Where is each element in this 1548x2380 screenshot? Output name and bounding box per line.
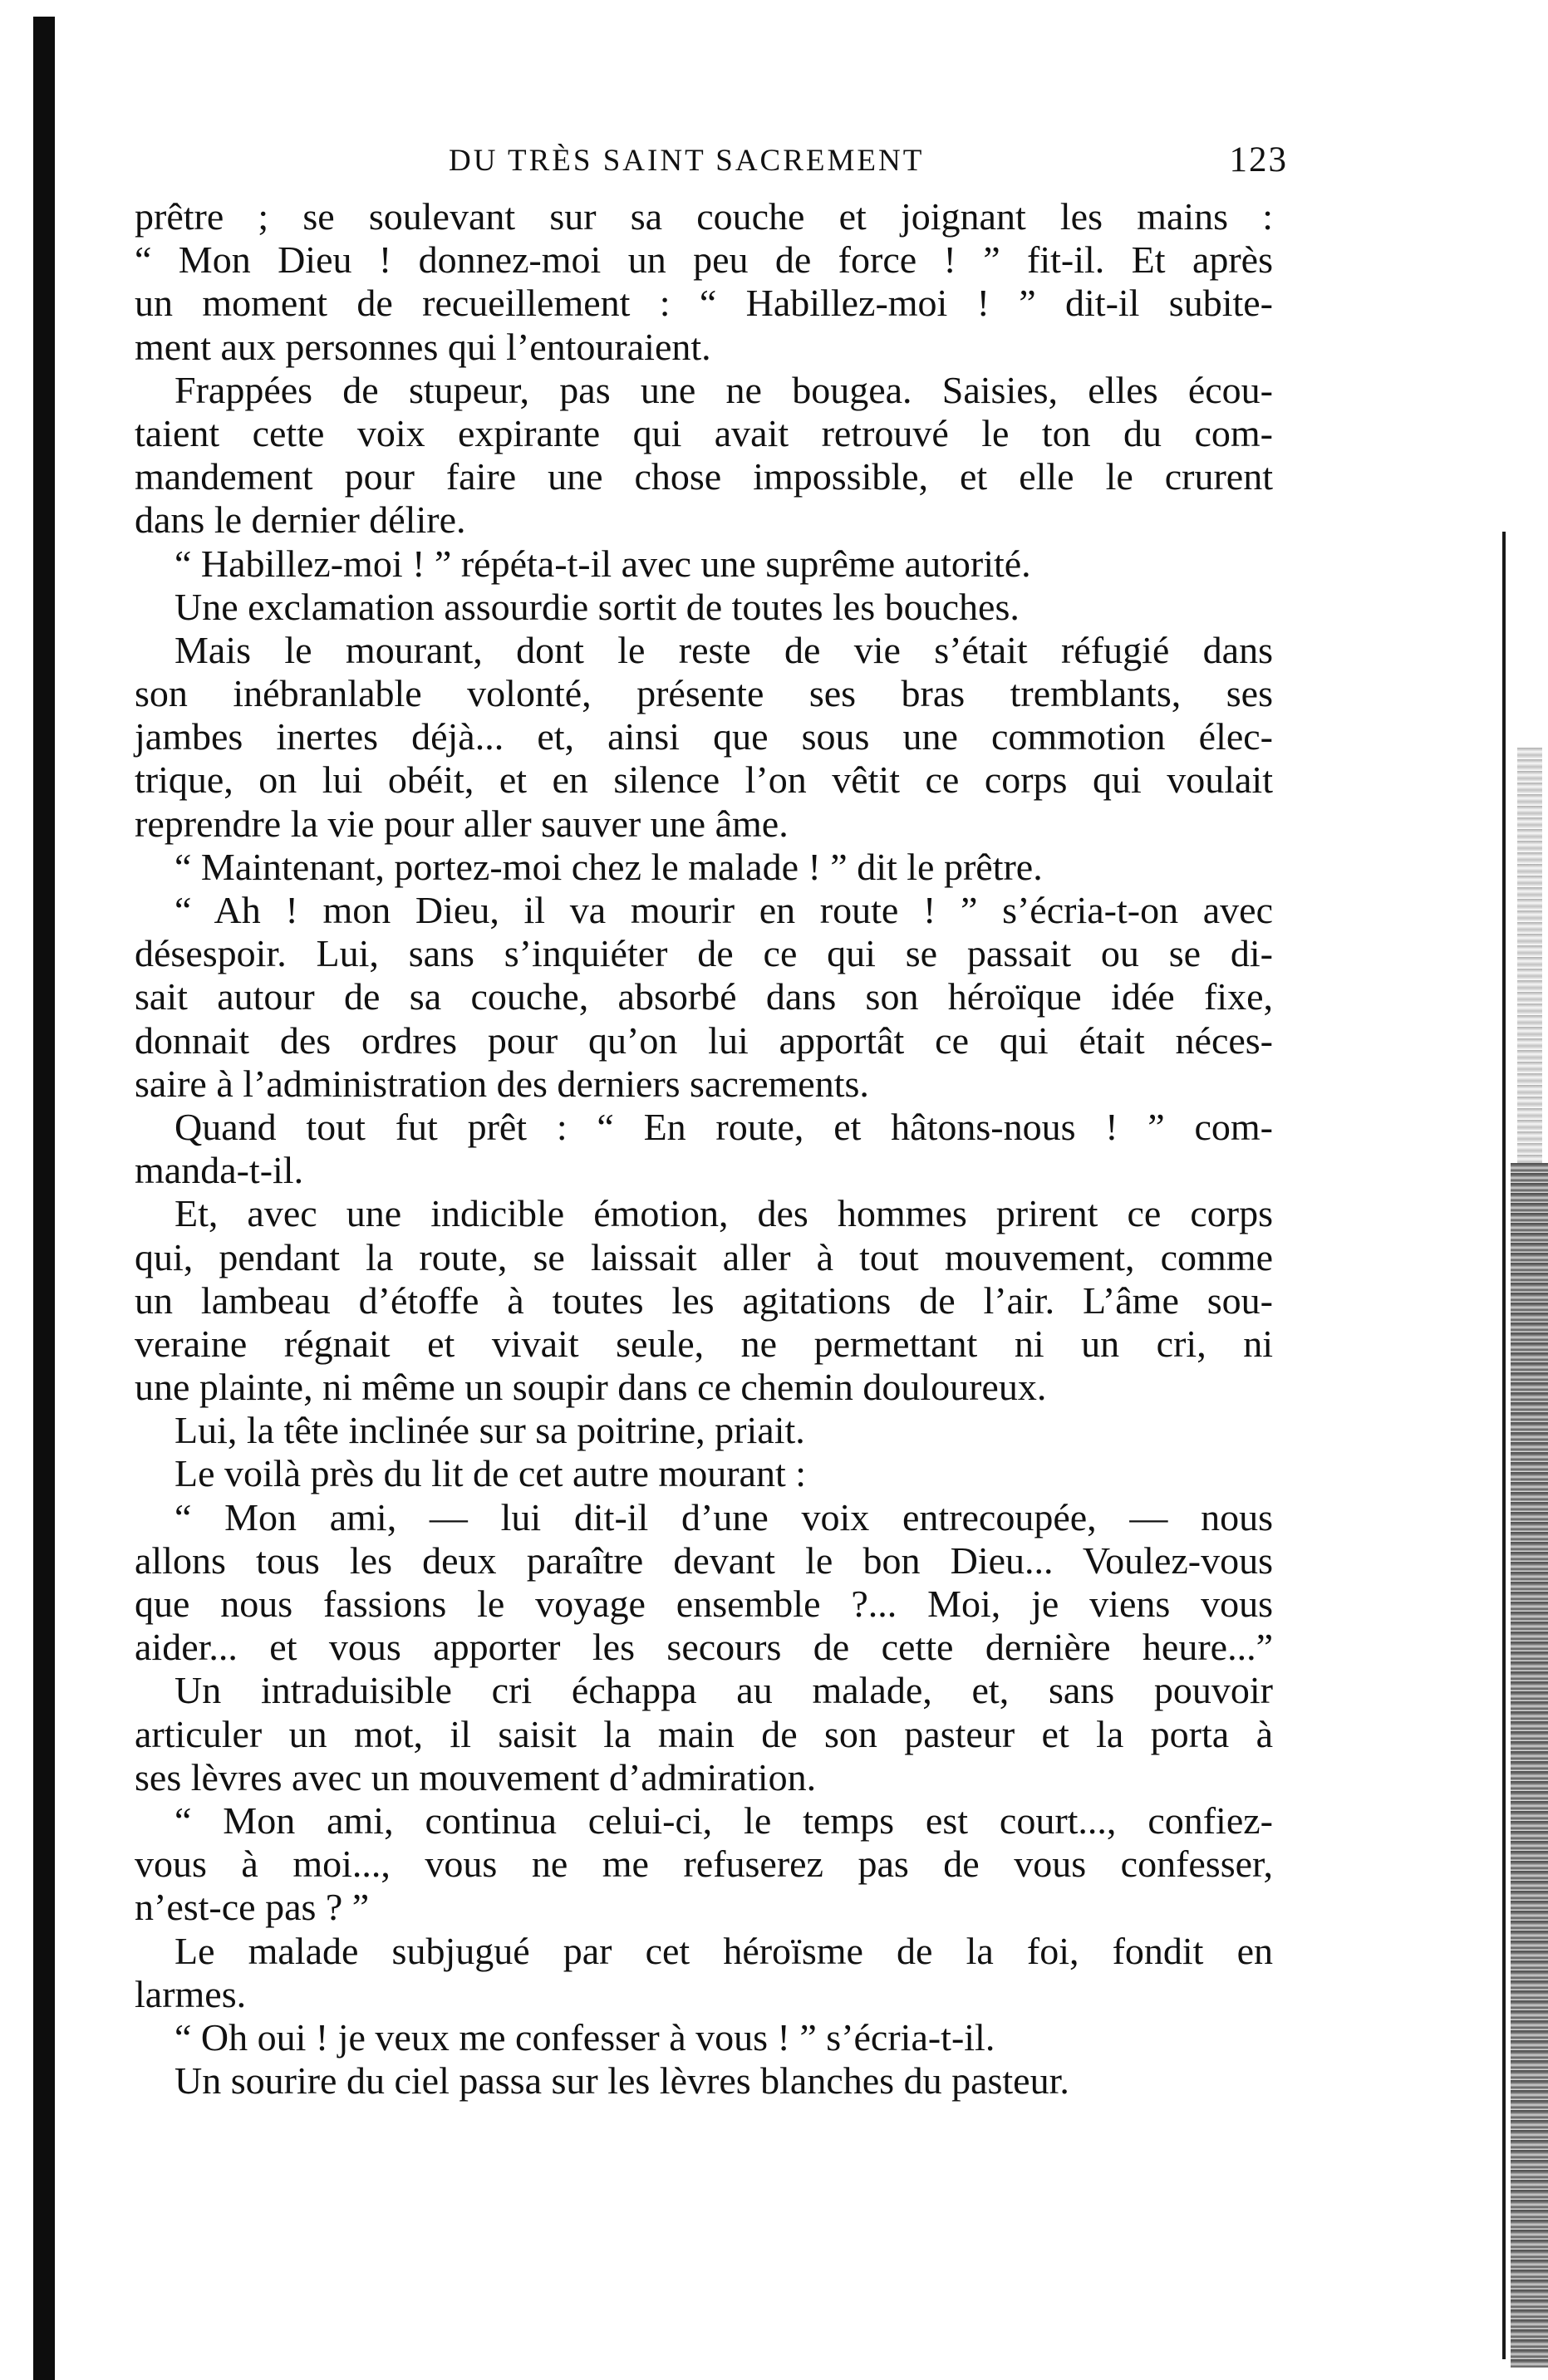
text-line: sait autour de sa couche, absorbé dans son héroïque idée fixe, bbox=[135, 975, 1273, 1018]
page-number: 123 bbox=[1229, 140, 1288, 179]
text-line: un moment de recueillement : “ Habillez-moi ! ” dit-il subite- bbox=[135, 282, 1273, 325]
running-head bbox=[449, 140, 1288, 184]
text-line: qui, pendant la route, se laissait aller à tout mouvement, comme bbox=[135, 1235, 1273, 1278]
text-line: “ Maintenant, portez-moi chez le malade ! ” dit le prêtre. bbox=[174, 845, 1043, 888]
text-line: Lui, la tête inclinée sur sa poitrine, priait. bbox=[174, 1409, 805, 1452]
text-line: donnait des ordres pour qu’on lui apportât ce qui était néces- bbox=[135, 1018, 1273, 1062]
running-title: DU TRÈS SAINT SACREMENT bbox=[449, 144, 925, 178]
text-line: larmes. bbox=[135, 1972, 247, 2015]
text-line: articuler un mot, il saisit la main de son pasteur et la porta à bbox=[135, 1712, 1273, 1755]
text-line: “ Ah ! mon Dieu, il va mourir en route ! ” s’écria-t-on avec bbox=[174, 889, 1273, 931]
text-line: manda-t-il. bbox=[135, 1149, 304, 1192]
text-line: Le malade subjugué par cet héroïsme de la foi, fondit en bbox=[174, 1929, 1273, 1972]
text-line: ment aux personnes qui l’entouraient. bbox=[135, 325, 711, 368]
text-line: jambes inertes déjà... et, ainsi que sous une commotion élec- bbox=[135, 715, 1273, 758]
text-line: Et, avec une indicible émotion, des hommes prirent ce corps bbox=[174, 1192, 1273, 1235]
text-line: vous à moi..., vous ne me refuserez pas de vous confesser, bbox=[135, 1843, 1273, 1886]
text-line: Un sourire du ciel passa sur les lèvres blanches du pasteur. bbox=[174, 2059, 1069, 2103]
text-line: trique, on lui obéit, et en silence l’on vêtit ce corps qui voulait bbox=[135, 758, 1273, 802]
text-line: Le voilà près du lit de cet autre mourant : bbox=[174, 1452, 807, 1495]
text-line: Mais le mourant, dont le reste de vie s’était réfugié dans bbox=[174, 628, 1273, 671]
text-line: que nous fassions le voyage ensemble ?... Moi, je viens vous bbox=[135, 1583, 1273, 1625]
text-line: reprendre la vie pour aller sauver une âme. bbox=[135, 802, 789, 845]
scan-edge-noise bbox=[1511, 1163, 1548, 2368]
text-line: taient cette voix expirante qui avait retrouvé le ton du com- bbox=[135, 411, 1273, 454]
text-line: une plainte, ni même un soupir dans ce chemin douloureux. bbox=[135, 1366, 1047, 1409]
text-line: Quand tout fut prêt : “ En route, et hâtons-nous ! ” com- bbox=[174, 1105, 1273, 1148]
text-line: Une exclamation assourdie sortit de toutes les bouches. bbox=[174, 585, 1020, 628]
text-line: Un intraduisible cri échappa au malade, et, sans pouvoir bbox=[174, 1669, 1273, 1712]
text-line: allons tous les deux paraître devant le bon Dieu... Voulez-vous bbox=[135, 1538, 1273, 1582]
text-line: son inébranlable volonté, présente ses bras tremblants, ses bbox=[135, 672, 1273, 715]
text-line: prêtre ; se soulevant sur sa couche et joignant les mains : bbox=[135, 195, 1273, 238]
scan-gutter-shadow bbox=[33, 17, 55, 2380]
text-line: “ Mon ami, continua celui-ci, le temps est court..., confiez- bbox=[174, 1798, 1273, 1842]
text-line: “ Oh oui ! je veux me confesser à vous ! ” s’écria-t-il. bbox=[174, 2015, 995, 2059]
scan-edge-noise bbox=[1517, 748, 1542, 1163]
text-line: désespoir. Lui, sans s’inquiéter de ce qui se passait ou se di- bbox=[135, 932, 1273, 975]
text-line: saire à l’administration des derniers sacrements. bbox=[135, 1062, 869, 1105]
text-line: mandement pour faire une chose impossible, et elle le crurent bbox=[135, 455, 1273, 498]
text-line: aider... et vous apporter les secours de cette dernière heure...” bbox=[135, 1626, 1273, 1669]
text-line: dans le dernier délire. bbox=[135, 498, 466, 542]
text-line: un lambeau d’étoffe à toutes les agitations de l’air. L’âme sou- bbox=[135, 1278, 1273, 1322]
body-text bbox=[135, 195, 1273, 2103]
text-line: Frappées de stupeur, pas une ne bougea. Saisies, elles écou- bbox=[174, 368, 1273, 411]
scan-edge-line bbox=[1502, 532, 1506, 2359]
text-line: “ Habillez-moi ! ” répéta-t-il avec une suprême autorité. bbox=[174, 542, 1031, 585]
text-line: “ Mon Dieu ! donnez-moi un peu de force ! ” fit-il. Et après bbox=[135, 238, 1273, 282]
text-line: ses lèvres avec un mouvement d’admiration. bbox=[135, 1755, 817, 1798]
text-line: “ Mon ami, — lui dit-il d’une voix entrecoupée, — nous bbox=[174, 1495, 1273, 1538]
text-line: n’est-ce pas ? ” bbox=[135, 1886, 370, 1929]
text-line: veraine régnait et vivait seule, ne permettant ni un cri, ni bbox=[135, 1322, 1273, 1365]
